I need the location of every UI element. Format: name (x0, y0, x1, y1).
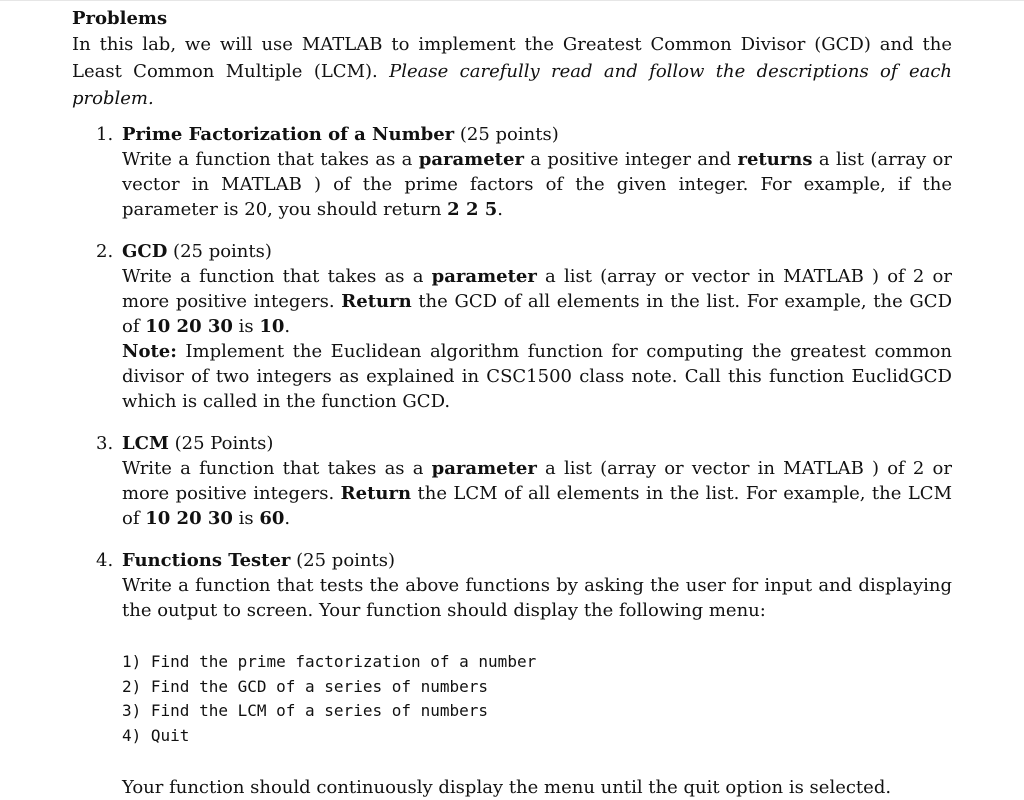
description-text: a list (array or vector in MATLAB ) of 2 or more positive integers. (122, 458, 953, 504)
description-text: . (284, 316, 291, 337)
menu-line: 2) Find the GCD of a series of numbers (122, 676, 489, 696)
description-text: is (232, 316, 260, 337)
description-text: is (232, 508, 260, 529)
description-text: . (497, 199, 504, 220)
problem-title: LCM (122, 433, 169, 454)
description-text: a list (array or vector in MATLAB ) of the prime factors of the given integer. For example, if the parameter is 20, you should return (122, 149, 952, 220)
description-text: the GCD of all elements in the list. For example, the GCD of (122, 291, 952, 337)
code-menu-block (122, 650, 952, 748)
document-page (72, 8, 952, 800)
description-text: Write a function that takes as a (122, 149, 419, 170)
problem-points: (25 Points) (174, 433, 274, 454)
problem-2 (72, 239, 952, 414)
problem-number: 3. (96, 433, 114, 454)
problem-heading (122, 431, 952, 456)
menu-line: 4) Quit (122, 725, 190, 745)
problem-description (122, 456, 952, 531)
bold-term: parameter (418, 149, 524, 170)
problem-3 (72, 431, 952, 531)
bold-example: 10 20 30 (145, 508, 233, 529)
problem-number: 4. (96, 550, 114, 571)
note-label: Note: (122, 341, 177, 362)
bold-example: 10 (259, 316, 285, 337)
problem-points: (25 points) (459, 124, 559, 145)
description-text: Write a function that takes as a (122, 458, 432, 479)
closing-text: Your function should continuously display the menu until the quit option is selected. (122, 777, 892, 798)
problem-title: GCD (122, 241, 168, 262)
bold-example: 10 20 30 (145, 316, 233, 337)
problem-points: (25 points) (296, 550, 396, 571)
problem-number: 1. (96, 124, 114, 145)
description-text: . (284, 508, 291, 529)
bold-example: 2 2 5 (447, 199, 498, 220)
problem-description (122, 147, 952, 222)
description-text: Write a function that takes as a (122, 266, 432, 287)
problem-list (72, 122, 952, 800)
problem-note (122, 339, 952, 414)
description-text: the LCM of all elements in the list. For example, the LCM of (122, 483, 953, 529)
description-text: a positive integer and (523, 149, 738, 170)
problem-description: Write a function that tests the above functions by asking the user for input and displaying the output to screen. Your function should display the following menu: (122, 575, 952, 621)
menu-line: 3) Find the LCM of a series of numbers (122, 701, 489, 720)
intro-italic-text: Please carefully read and follow the descriptions of each problem. (72, 61, 952, 109)
problem-4 (72, 548, 952, 800)
menu-line: 1) Find the prime factorization of a number (122, 652, 537, 671)
section-heading: Problems (72, 8, 168, 29)
bold-example: 60 (259, 508, 285, 529)
problem-points: (25 points) (173, 241, 272, 262)
intro-paragraph (72, 31, 952, 112)
bold-term: Return (340, 483, 412, 504)
problem-title: Functions Tester (122, 550, 291, 571)
bold-term: parameter (431, 458, 537, 479)
problem-heading (122, 548, 952, 573)
bold-term: returns (737, 149, 813, 170)
note-text: Implement the Euclidean algorithm function for computing the greatest common divisor of two integers as explained in CSC1500 class note. Call this function EuclidGCD which is called in the function GCD. (122, 341, 952, 412)
bold-term: parameter (431, 266, 537, 287)
description-text: a list (array or vector in MATLAB ) of 2 or more positive integers. (122, 266, 953, 312)
problem-description (122, 264, 952, 339)
problem-title: Prime Factorization of a Number (122, 124, 455, 145)
top-border-line (0, 0, 1024, 1)
problem-number: 2. (96, 241, 114, 262)
problem-heading (122, 239, 952, 264)
problem-1 (72, 122, 952, 222)
bold-term: Return (341, 291, 412, 312)
intro-text: In this lab, we will use MATLAB to implement the Greatest Common Divisor (GCD) and the Least Common Multiple (LCM). (72, 34, 952, 82)
problem-heading (122, 122, 952, 147)
